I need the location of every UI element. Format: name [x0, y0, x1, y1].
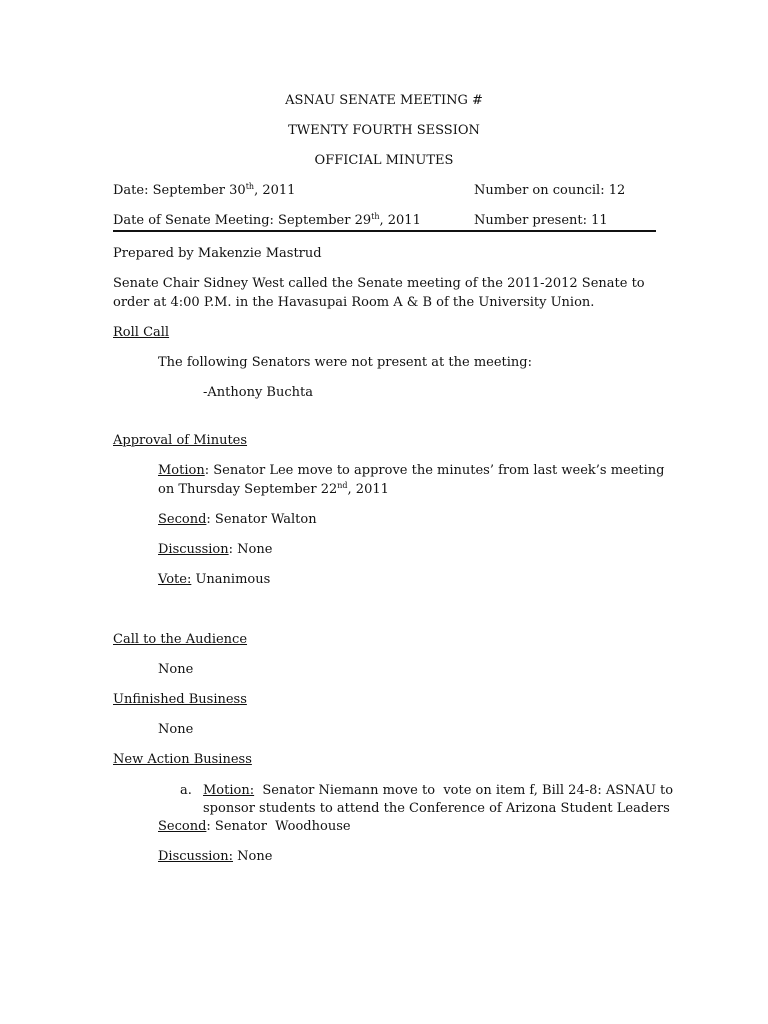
new-action-discussion: Discussion: None	[158, 849, 273, 864]
council-count: Number on council: 12	[474, 183, 626, 198]
roll-call-heading: Roll Call	[113, 325, 170, 340]
audience-text: None	[158, 662, 194, 677]
approval-vote: Vote: Unanimous	[158, 572, 271, 587]
item-marker: a.	[180, 783, 192, 798]
session-title: TWENTY FOURTH SESSION	[288, 123, 480, 138]
approval-heading: Approval of Minutes	[113, 433, 248, 448]
new-action-heading: New Action Business	[113, 752, 252, 767]
approval-motion: Motion: Senator Lee move to approve the minutes’ from last week’s meeting	[158, 463, 665, 478]
audience-heading: Call to the Audience	[113, 632, 248, 647]
header-divider	[113, 230, 656, 232]
document-title: ASNAU SENATE MEETING #	[285, 93, 483, 108]
present-count: Number present: 11	[474, 213, 608, 228]
unfinished-text: None	[158, 722, 194, 737]
approval-second: Second: Senator Walton	[158, 512, 317, 527]
meeting-date-line: Date of Senate Meeting: September 29th, 2011	[113, 212, 421, 228]
document-subtitle: OFFICIAL MINUTES	[314, 153, 454, 168]
approval-motion-line-2: on Thursday September 22nd, 2011	[158, 481, 389, 497]
approval-discussion: Discussion: None	[158, 542, 273, 557]
intro-line-1: Senate Chair Sidney West called the Senate meeting of the 2011-2012 Senate to	[113, 276, 645, 291]
date-line: Date: September 30th, 2011	[113, 182, 296, 198]
new-action-motion-line-2: sponsor students to attend the Conference of Arizona Student Leaders	[203, 801, 670, 816]
unfinished-heading: Unfinished Business	[113, 692, 247, 707]
new-action-second: Second: Senator Woodhouse	[158, 819, 351, 834]
new-action-motion: Motion: Senator Niemann move to vote on item f, Bill 24-8: ASNAU to	[203, 783, 674, 798]
prepared-by: Prepared by Makenzie Mastrud	[113, 246, 322, 261]
intro-line-2: order at 4:00 P.M. in the Havasupai Room A & B of the University Union.	[113, 295, 595, 310]
roll-call-text: The following Senators were not present at the meeting:	[158, 355, 532, 370]
absent-senator: -Anthony Buchta	[203, 385, 313, 400]
